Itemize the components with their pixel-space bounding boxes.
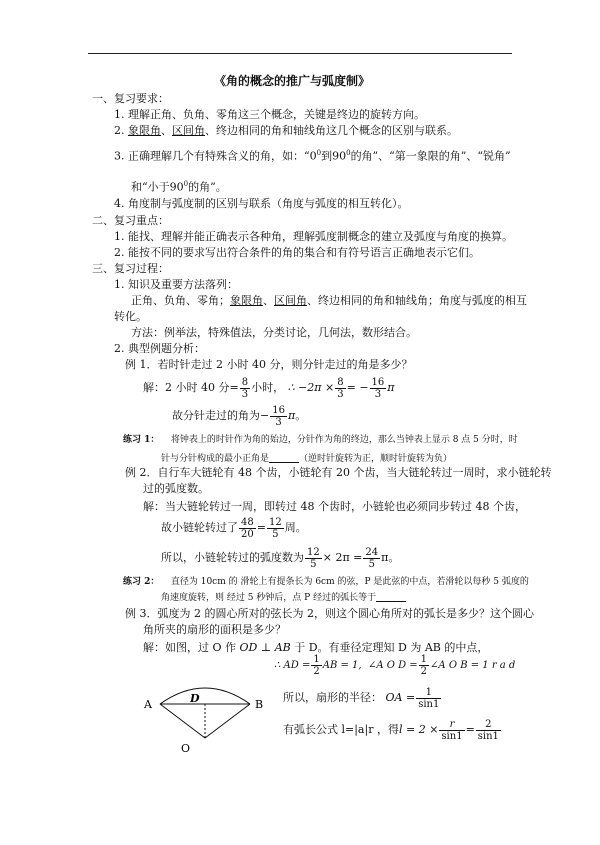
practice-2-line-1: 练习 2： 直径为 10cm 的 滑轮上有提条长为 6cm 的弦，P 是此弦的中点，若滑轮以每秒 5 弧度的 bbox=[123, 577, 529, 587]
example-3-answer-3: 所以，扇形的半径： OA = $\frac{1}{\sin 1}$ bbox=[283, 686, 440, 710]
label-A: A bbox=[144, 698, 152, 711]
s1-item-2: 2. 象限角、区间角、终边相同的角和轴线角这几个概念的区别与联系。 bbox=[114, 124, 458, 137]
fraction-1-sin1: $\frac{1}{\sin 1}$ bbox=[418, 686, 440, 710]
practice-2-line-2: 角速度旋转，则 经过 5 秒钟后，点 P 经过的弧长等于 bbox=[161, 591, 406, 604]
section-3-heading: 三、复习过程： bbox=[92, 262, 169, 275]
fraction-2-sin1: $\frac{2}{\sin 1}$ bbox=[477, 718, 499, 742]
example-3-answer-4: 有弧长公式 l=|a|r ，得l = 2 × $\frac{r}{\sin 1}$ = $\frac{2}{\sin 1}$ bbox=[283, 718, 499, 742]
example-3-question-2: 角所夹的扇形的面积是多少？ bbox=[143, 623, 286, 636]
practice-2-label: 练习 2： bbox=[123, 577, 160, 587]
practice-1-label: 练习 1： bbox=[123, 435, 160, 445]
s2-item-1: 1. 能找、理解并能正确表示各种角，理解弧度制概念的建立及弧度与角度的换算。 bbox=[114, 230, 513, 243]
fraction-8-3: $\frac{8}{3}$ bbox=[241, 376, 249, 400]
example-3-answer-2: ∴ AD = $\frac{1}{2}$ AB = 1, ∠A O D = $\frac{1}{2}$ ∠A O B = 1 r a d bbox=[274, 654, 516, 677]
practice-1-line-1: 练习 1： 将钟表上的时针作为角的始边，分针作为角的终边，那么当钟表上显示 8 点 5 分时，时 bbox=[123, 435, 518, 445]
s2-item-2: 2. 能按不同的要求写出符合条件的角的集合和有符号语言正确地表示它们。 bbox=[114, 246, 480, 259]
answer-blank-1 bbox=[269, 452, 299, 463]
term-interval-angle-2: 区间角 bbox=[274, 294, 307, 307]
term-quadrant-angle: 象限角 bbox=[128, 124, 161, 137]
example-3-question-1: 例 3．弧度为 2 的圆心所对的弦长为 2，则这个圆心角所对的弧长是多少？这个圆心 bbox=[125, 607, 534, 620]
s1-item-1: 1. 理解正角、负角、零角这三个概念，关键是终边的旋转方向。 bbox=[114, 108, 425, 121]
fraction-16-3: $\frac{16}{3}$ bbox=[371, 376, 385, 400]
fraction-48-20: $\frac{48}{20}$ bbox=[241, 516, 254, 540]
fraction-24-5: $\frac{24}{5}$ bbox=[365, 546, 379, 570]
methods-line: 方法：例举法，特殊值法，分类讨论，几何法，数形结合。 bbox=[131, 326, 417, 339]
example-1-answer: 解：2 小时 40 分= $\frac{8}{3}$ 小时， ∴ −2π × $\frac{8}{3}$ = − $\frac{16}{3}$ π bbox=[143, 376, 395, 400]
knowledge-heading: 1. 知识及重要方法落列： bbox=[114, 278, 238, 291]
answer-blank-2 bbox=[376, 591, 406, 602]
radius-OB bbox=[205, 704, 250, 738]
example-2-question-1: 例 2．自行车大链轮有 48 个齿，小链轮有 20 个齿，当大链轮转过一周时，求小链轮转 bbox=[125, 466, 552, 479]
header-rule bbox=[88, 53, 512, 54]
practice-1-line-2: 针与分针构成的最小正角是 （逆时针旋转为正，顺时针旋转为负） bbox=[161, 454, 453, 464]
label-D: D bbox=[190, 692, 200, 705]
s1-item-3-cont: 和“小于$90^0$的角”。 bbox=[131, 180, 227, 194]
s1-item-3: 3. 正确理解几个有特殊含义的角，如：“$0^0$到$90^0$的角”、“第一象限的角”、“锐角” bbox=[114, 149, 511, 163]
example-2-question-2: 过的弧度数。 bbox=[143, 482, 209, 495]
s1-item-4: 4. 角度制与弧度制的区别与联系（角度与弧度的相互转化）。 bbox=[114, 197, 409, 210]
page-title: 《角的概念的推广与弧度制》 bbox=[214, 74, 371, 88]
example-2-answer-3: 所以，小链轮转过的弧度数为 $\frac{12}{5}$ × 2π = $\frac{24}{5}$ π。 bbox=[161, 546, 400, 570]
example-2-answer-2: 故小链轮转过了 $\frac{48}{20}$ = $\frac{12}{5}$ 周。 bbox=[161, 516, 307, 540]
sector-diagram bbox=[138, 680, 273, 760]
example-3-answer-1: 解：如图，过 O 作 OD ⊥ AB 于 D。有垂径定理知 D 为 AB 的中点， bbox=[143, 641, 489, 654]
section-1-heading: 一、复习要求： bbox=[92, 92, 169, 105]
example-1-question: 例 1．若时针走过 2 小时 40 分，则分针走过的角是多少？ bbox=[125, 358, 413, 371]
term-quadrant-angle-2: 象限角 bbox=[230, 294, 263, 307]
knowledge-line-2: 转化。 bbox=[114, 310, 147, 323]
label-O: O bbox=[181, 742, 191, 755]
examples-heading: 2. 典型例题分析： bbox=[114, 342, 205, 355]
example-1-conclusion: 故分针走过的角为− $\frac{16}{3}$ π。 bbox=[172, 404, 307, 428]
term-interval-angle: 区间角 bbox=[172, 124, 205, 137]
example-2-answer-1: 解：当大链轮转过一周，即转过 48 个齿时，小链轮也必须同步转过 48 个齿， bbox=[143, 500, 526, 513]
knowledge-line-1: 正角、负角、零角；象限角、区间角、终边相同的角和轴线角；角度与弧度的相互 bbox=[131, 294, 527, 307]
fraction-12-5: $\frac{12}{5}$ bbox=[268, 516, 282, 540]
section-2-heading: 二、复习重点： bbox=[92, 214, 169, 227]
radius-OA bbox=[160, 704, 205, 738]
sector-arc bbox=[160, 688, 250, 704]
label-B: B bbox=[255, 698, 264, 711]
